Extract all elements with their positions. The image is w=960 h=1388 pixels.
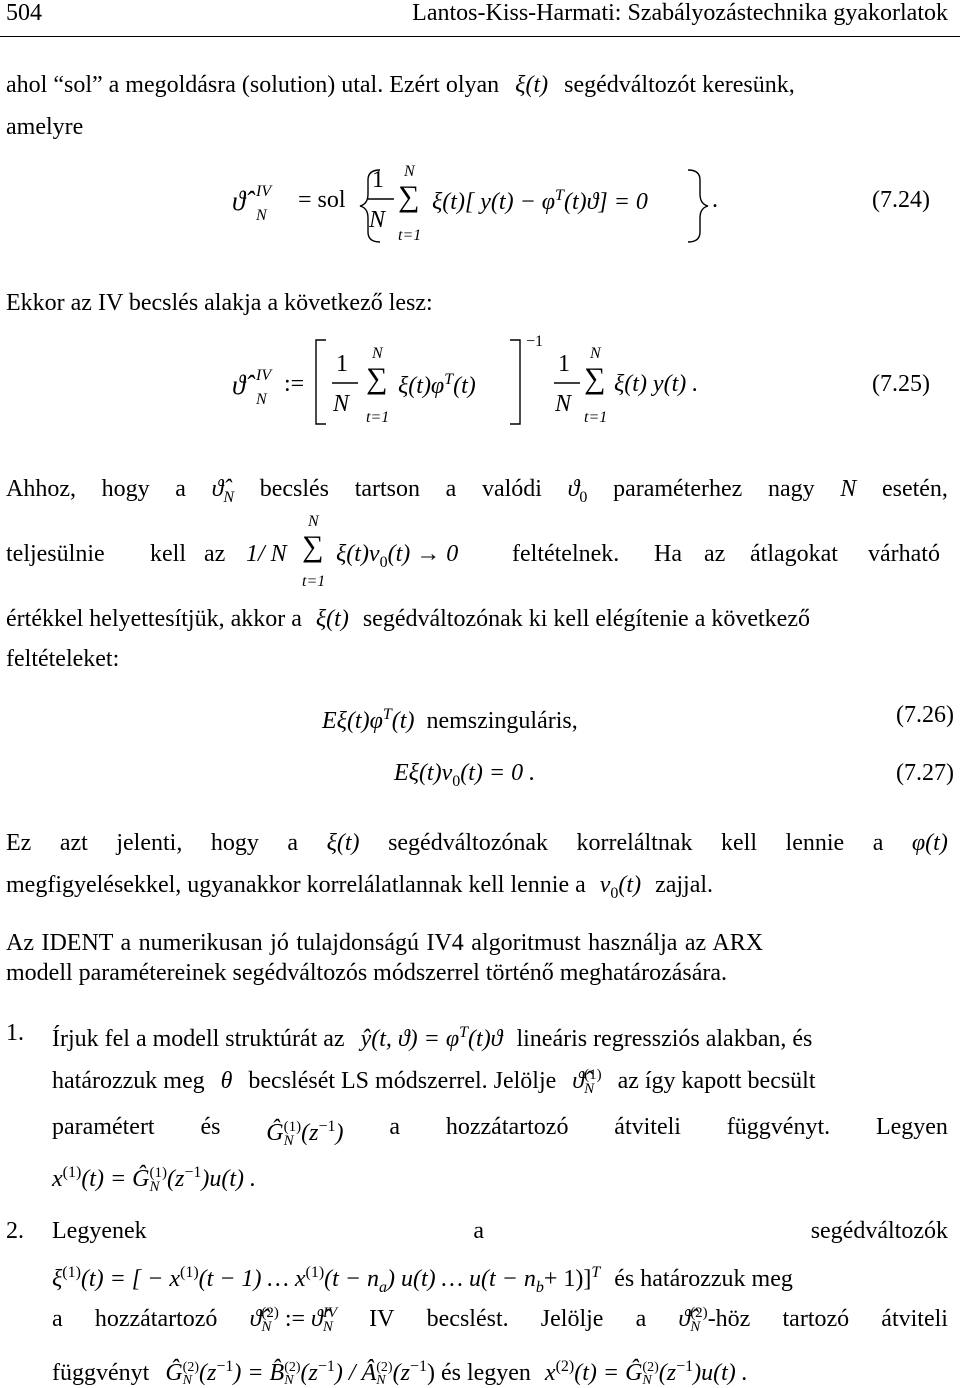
item2-line1 xyxy=(52,1216,948,1246)
G-sup: (1) xyxy=(149,1165,167,1182)
p1-line2: amelyre xyxy=(6,114,84,140)
x-sup: (1) xyxy=(179,1264,199,1281)
nu-sub: 0 xyxy=(610,884,619,902)
G-arg: (z xyxy=(301,1120,319,1146)
eq27-number: (7.27) xyxy=(896,760,954,786)
theta-hat-sub: N xyxy=(322,1319,333,1336)
word: a xyxy=(473,1218,484,1244)
eq24-sol: = sol xyxy=(298,187,346,213)
p3-expr-b-c: (t) → 0 xyxy=(387,541,459,567)
running-title: Lantos-Kiss-Harmati: Szabályozástechnika gyakorlatok xyxy=(412,0,948,26)
p3-expr-a: 1/ N xyxy=(246,541,287,567)
eq25-lhs-sub: N xyxy=(256,391,267,408)
equation-7-27 xyxy=(394,758,535,797)
expr-part: (t − n xyxy=(324,1266,379,1292)
item1-line4 xyxy=(52,1158,256,1194)
theta-symbol: θ xyxy=(220,1068,233,1094)
expr-part: ) u(t) … u(t − n xyxy=(387,1266,536,1292)
eq25-left-bracket xyxy=(314,338,328,426)
n-a-sub: a xyxy=(379,1278,387,1296)
word: a xyxy=(52,1306,63,1332)
equation-7-24 xyxy=(0,160,960,250)
word: kell xyxy=(721,830,758,856)
p3-l3-b: segédváltozónak ki kell elégítenie a következő xyxy=(362,606,810,632)
B-sub: N xyxy=(284,1373,294,1388)
item1-line3 xyxy=(52,1112,948,1148)
eq25-sum2-top: N xyxy=(590,345,601,362)
theta-0 xyxy=(568,474,588,513)
word: hogy xyxy=(210,830,259,856)
x2-expr xyxy=(545,1360,748,1386)
eq24-frac-bar xyxy=(368,198,394,200)
G-pow: −1 xyxy=(216,1358,234,1375)
word: Jelölje xyxy=(540,1306,604,1332)
item2-number: 2. xyxy=(6,1218,24,1244)
B-sup: (2) xyxy=(284,1360,301,1376)
theta-hat-sup: (2) xyxy=(690,1305,708,1322)
word: teljesülnie xyxy=(6,541,105,567)
G-close: ) xyxy=(335,1120,344,1146)
p3-sum-top: N xyxy=(308,513,319,530)
eq24-period: . xyxy=(712,187,718,213)
word: lennie xyxy=(785,830,845,856)
x-end: )u(t) . xyxy=(201,1166,257,1192)
word: IV xyxy=(369,1306,395,1332)
p3-line3 xyxy=(6,604,948,634)
word: az xyxy=(204,541,226,567)
theta-hat-sub: N xyxy=(690,1319,701,1336)
p4-l2-a: megfigyelésekkel, ugyanakkor korrelálatlannak kell lennie a xyxy=(6,872,586,898)
A-hat: ) / Â xyxy=(334,1360,377,1386)
word: Legyenek xyxy=(52,1218,147,1244)
p5-line2: modell paramétereinek segédváltozós módszerrel történő meghatározására. xyxy=(6,960,728,986)
transpose-sup: T xyxy=(591,1264,601,1281)
assign: := xyxy=(284,1306,306,1332)
eq25-lhs-sup: IV xyxy=(256,367,272,384)
eq25-body2: ξ(t) y(t) . xyxy=(614,371,699,397)
p1-text-b: segédváltozót keresünk, xyxy=(564,72,795,98)
eq26-text: nemszinguláris, xyxy=(426,708,578,734)
word: tartozó xyxy=(782,1306,850,1332)
item1-l1-sup: T xyxy=(459,1024,469,1041)
eq24-frac-den: N xyxy=(369,207,386,233)
word: a xyxy=(635,1306,647,1332)
eq25-sum2-bot: t=1 xyxy=(584,409,608,426)
G-sub: N xyxy=(283,1133,294,1150)
word: átviteli xyxy=(881,1306,948,1332)
eq26-expr: Eξ(t)φ xyxy=(322,708,383,734)
word: segédváltozók xyxy=(810,1218,948,1244)
x-sup: (2) xyxy=(555,1358,575,1375)
item2-line4 xyxy=(52,1352,948,1388)
expr-part: + 1)] xyxy=(543,1266,592,1292)
eq25-number: (7.25) xyxy=(872,371,930,397)
item1-l2-c: az így kapott becsült xyxy=(617,1068,816,1094)
equation-7-26 xyxy=(322,700,578,736)
p2-line: Ekkor az IV becslés alakja a következő lesz: xyxy=(6,290,433,316)
word: Ha xyxy=(654,541,682,567)
eq26-expr-end: (t) xyxy=(391,708,415,734)
eq24-body-b: (t)ϑ] = 0 xyxy=(563,189,648,215)
A-pow: −1 xyxy=(409,1358,427,1375)
p3-sum-bot: t=1 xyxy=(302,573,326,590)
page-header xyxy=(6,0,948,30)
item1-l2-a: határozzuk meg xyxy=(52,1068,205,1094)
eq24-right-brace xyxy=(682,160,712,250)
word: átviteli xyxy=(614,1114,681,1140)
phi-symbol: φ(t) xyxy=(911,830,948,856)
G-pow: −1 xyxy=(676,1358,694,1375)
eq25-frac2-num: 1 xyxy=(558,351,570,377)
word: paraméterhez xyxy=(613,476,743,502)
word: várható xyxy=(868,541,940,567)
n-b-sub: b xyxy=(535,1278,544,1296)
theta-hat-sub: N xyxy=(261,1319,272,1336)
item1-l2-b: becslését LS módszerrel. Jelölje xyxy=(248,1068,557,1094)
theta-hat-sup: IV xyxy=(322,1305,337,1322)
B-hat: ) = B̂ xyxy=(233,1360,285,1386)
word: átlagokat xyxy=(750,541,838,567)
item2-line3 xyxy=(52,1304,948,1334)
p5-l1-text: Az IDENT a numerikusan jó tulajdonságú IV4 algoritmust használja az ARX xyxy=(6,930,764,956)
item1-line1 xyxy=(52,1018,948,1054)
word: Ez xyxy=(6,830,32,856)
G-sup: (1) xyxy=(283,1119,302,1136)
theta-hat: ϑ̂ xyxy=(311,1306,323,1332)
x-end: )u(t) . xyxy=(693,1360,748,1386)
word: a xyxy=(389,1114,401,1140)
suffix: -höz xyxy=(707,1306,751,1332)
A-arg: (z xyxy=(392,1360,410,1386)
eq25-body1-sup: T xyxy=(444,371,454,388)
eq27-sub: 0 xyxy=(452,772,461,790)
word: Ahhoz, xyxy=(6,476,76,502)
item1-l1-a: Írjuk fel a modell struktúrát az xyxy=(52,1026,345,1052)
eq25-sum-top: N xyxy=(372,345,383,362)
x-sup: (1) xyxy=(305,1264,325,1281)
theta-sub: 0 xyxy=(579,488,588,506)
eq25-frac-den: N xyxy=(333,391,350,417)
B-arg: (z xyxy=(300,1360,318,1386)
word: feltételnek. xyxy=(512,541,620,567)
G-sup: (2) xyxy=(642,1360,659,1376)
eq25-body1 xyxy=(398,372,476,398)
word: becslés xyxy=(259,476,330,502)
word: a xyxy=(445,476,457,502)
G-pow: −1 xyxy=(184,1164,202,1181)
p3-line1 xyxy=(6,474,948,513)
theta-hat-2-assign xyxy=(250,1304,337,1334)
eq24-number: (7.24) xyxy=(872,187,930,213)
G-arg: (z xyxy=(167,1166,185,1192)
eq26-sup: T xyxy=(382,706,392,723)
theta-hat-N xyxy=(212,474,234,513)
page-number: 504 xyxy=(6,0,42,26)
word: paramétert xyxy=(52,1114,155,1140)
item2-line2 xyxy=(52,1258,948,1303)
p4-line1 xyxy=(6,828,948,858)
eq25-assign: := xyxy=(284,371,305,397)
eq25-lhs: ϑ̂ xyxy=(232,370,246,400)
G-hat: Ĝ xyxy=(165,1360,183,1386)
theta-symbol: ϑ xyxy=(567,476,580,502)
eq25-body1-b: (t) xyxy=(453,373,476,399)
x-eq: (t) = Ĝ xyxy=(574,1360,643,1386)
word: hozzátartozó xyxy=(445,1114,569,1140)
eq24-lhs-sup: IV xyxy=(256,183,272,200)
p3-line2 xyxy=(0,510,960,590)
p1-line1 xyxy=(6,70,948,100)
eq25-body1-a: ξ(t)φ xyxy=(398,373,445,399)
eq25-frac-num: 1 xyxy=(336,351,348,377)
theta-hat-sub: N xyxy=(223,488,235,506)
word: függvényt. xyxy=(726,1114,831,1140)
eq24-body-a: ξ(t)[ y(t) − φ xyxy=(432,189,556,215)
word: becslést. xyxy=(426,1306,509,1332)
x-symbol: x xyxy=(544,1360,556,1386)
p4-l2-b: zajjal. xyxy=(655,872,714,898)
xi-symbol: ξ(t) xyxy=(315,606,349,632)
A-sub: N xyxy=(376,1373,386,1388)
symbol-N: N xyxy=(840,476,857,502)
theta-hat-2-ref xyxy=(678,1304,750,1334)
theta-hat: ϑ̂ xyxy=(211,476,224,502)
eq25-sum2-sign: ∑ xyxy=(584,362,606,395)
eq24-sum-sign: ∑ xyxy=(398,180,420,213)
p3-expr-b-a: ξ(t)ν xyxy=(336,541,380,567)
nu-symbol: ν xyxy=(599,872,611,898)
transfer-fn-expr xyxy=(165,1360,427,1386)
G-arg: (z xyxy=(198,1360,217,1386)
word: hozzátartozó xyxy=(94,1306,218,1332)
G-hat: Ĝ xyxy=(266,1120,284,1146)
p4-line2 xyxy=(6,870,713,909)
theta-hat: ϑ̂ xyxy=(249,1306,262,1332)
eq25-sum-sign: ∑ xyxy=(366,362,388,395)
eq26-number: (7.26) xyxy=(896,702,954,728)
word: a xyxy=(872,830,884,856)
item1-l1-expr: ŷ(t, ϑ) = φ xyxy=(360,1026,460,1052)
word: a xyxy=(175,476,186,502)
G-sup: (2) xyxy=(182,1360,199,1376)
x-symbol: x xyxy=(52,1166,63,1192)
eq27-expr: Eξ(t)ν xyxy=(394,760,453,786)
item2-l4-b: ) és legyen xyxy=(426,1360,531,1386)
xi-symbol: ξ xyxy=(52,1266,63,1292)
p3-sum-sign: ∑ xyxy=(302,530,324,563)
G-pow: −1 xyxy=(318,1118,336,1135)
equation-7-25 xyxy=(0,332,960,432)
G-sub: N xyxy=(182,1373,192,1388)
word: függvényt xyxy=(52,1360,150,1386)
word: Legyen xyxy=(875,1114,948,1140)
item2-l2-text: és határozzuk meg xyxy=(614,1266,793,1292)
eq24-body xyxy=(432,188,648,214)
word: hogy xyxy=(101,476,150,502)
word: azt xyxy=(59,830,88,856)
xi-vector-expr xyxy=(52,1264,601,1296)
eq24-frac-num: 1 xyxy=(372,167,384,193)
word: az xyxy=(704,541,726,567)
word: a xyxy=(287,830,299,856)
eq25-frac2-den: N xyxy=(555,391,572,417)
eq24-sum-top: N xyxy=(404,163,415,180)
A-sup: (2) xyxy=(376,1360,393,1376)
header-rule xyxy=(0,36,960,37)
theta-hat-sub: N xyxy=(584,1081,595,1098)
word: nagy xyxy=(767,476,815,502)
xi-sup: (1) xyxy=(62,1264,81,1281)
word: és xyxy=(200,1114,221,1140)
xi-symbol: ξ(t) xyxy=(515,72,549,98)
x-sup: (1) xyxy=(62,1164,82,1181)
B-pow: −1 xyxy=(317,1358,335,1375)
eq25-frac-bar xyxy=(332,382,358,384)
theta-hat-sup: (1) xyxy=(584,1067,602,1084)
theta-hat-sup: (2) xyxy=(261,1305,279,1322)
expr-part: (t) = [ − x xyxy=(80,1266,180,1292)
eq24-lhs: ϑ̂ xyxy=(232,186,246,216)
expr-part: (t − 1) … x xyxy=(198,1266,306,1292)
p1-text-a: ahol “sol” a megoldásra (solution) utal. Ezért olyan xyxy=(6,72,500,98)
eq24-body-sup: T xyxy=(555,187,564,204)
x-eq: (t) = Ĝ xyxy=(81,1166,150,1192)
theta-hat: ϑ̂ xyxy=(678,1306,691,1332)
eq27-expr-end: (t) = 0 . xyxy=(460,760,536,786)
eq25-right-bracket xyxy=(508,338,522,426)
word: esetén, xyxy=(881,476,948,502)
word: korreláltnak xyxy=(576,830,693,856)
xi-symbol: ξ(t) xyxy=(326,830,360,856)
eq24-lhs-sub: N xyxy=(256,207,267,224)
p5-line1 xyxy=(6,928,948,958)
item1-number: 1. xyxy=(6,1020,24,1046)
p3-l3-a: értékkel helyettesítjük, akkor a xyxy=(6,606,302,632)
item1-line2 xyxy=(52,1066,948,1096)
eq24-sum-bot: t=1 xyxy=(398,227,422,244)
G-hat-1 xyxy=(266,1112,343,1148)
word: tartson xyxy=(354,476,421,502)
p3-line4: feltételeket: xyxy=(6,646,120,672)
theta-hat: ϑ̂ xyxy=(572,1068,585,1094)
word: jelenti, xyxy=(116,830,183,856)
G-sub: N xyxy=(149,1179,160,1196)
word: segédváltozónak xyxy=(388,830,548,856)
eq25-sum-bot: t=1 xyxy=(366,409,390,426)
item1-l1-expr-end: (t)ϑ xyxy=(468,1026,503,1052)
G-arg: (z xyxy=(658,1360,677,1386)
word: valódi xyxy=(481,476,542,502)
p3-expr-b-sub: 0 xyxy=(379,553,388,571)
eq25-inverse: −1 xyxy=(526,333,544,350)
p3-expr-b xyxy=(336,542,458,571)
eq25-frac2-bar xyxy=(554,382,580,384)
item1-l1-b: lineáris regressziós alakban, és xyxy=(516,1026,813,1052)
G-sub: N xyxy=(642,1373,652,1388)
word: kell xyxy=(150,541,186,567)
nu-arg: (t) xyxy=(618,872,642,898)
